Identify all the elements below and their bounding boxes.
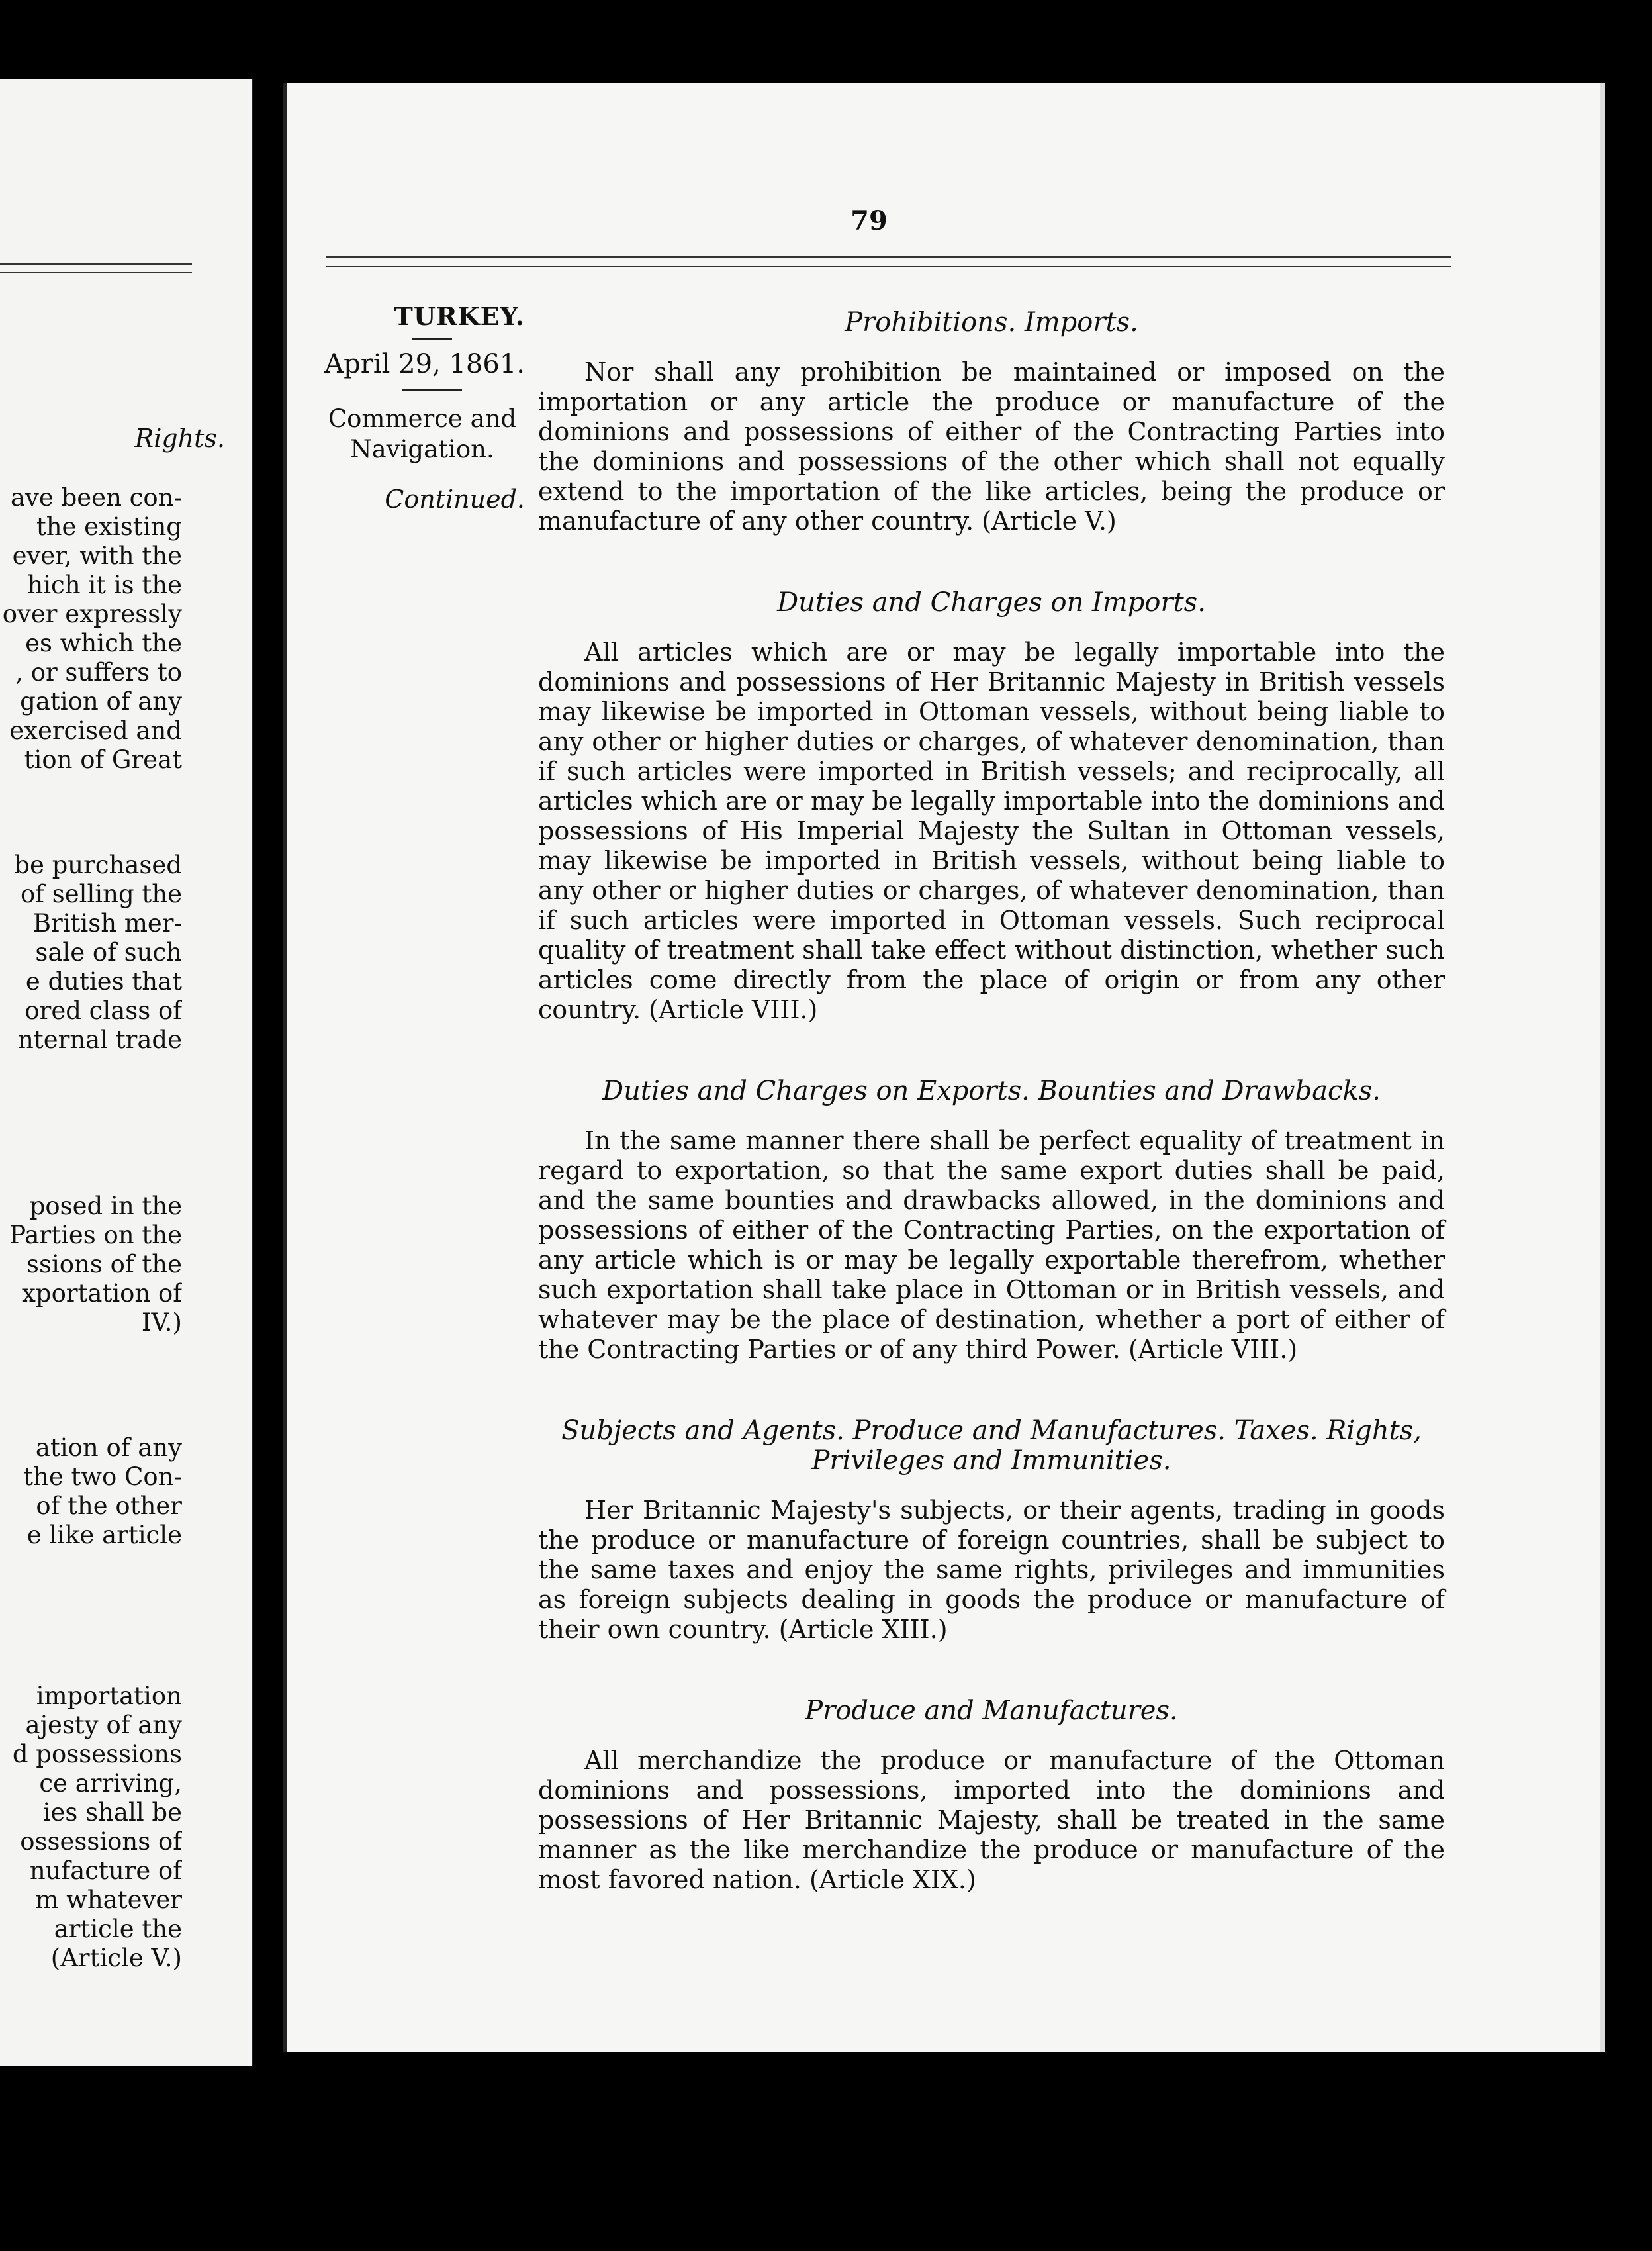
header-rule — [326, 256, 1451, 267]
section — [538, 588, 1445, 1025]
left-line: of the other — [36, 1492, 182, 1520]
margin-sidebar — [300, 301, 525, 514]
left-line: gation of any — [20, 687, 182, 716]
left-text-block — [0, 851, 182, 1055]
left-line: article the — [54, 1915, 182, 1943]
left-line: IV.) — [141, 1308, 182, 1337]
left-line: the two Con- — [23, 1462, 182, 1491]
continued-label: Continued. — [385, 485, 525, 514]
left-line: of selling the — [21, 880, 182, 908]
section-paragraph: Nor shall any prohibition be maintained or imposed on the importation or any article the produce or manufacture of the dominions and possessions of either of the Contracting Parties into the dominions and possessions of the other which shall not equally extend to the importation of the like articles, being the produce or manufacture of any other country. (Article V.) — [538, 358, 1445, 536]
left-line: tion of Great — [24, 745, 182, 774]
left-line: ssions of the — [26, 1250, 182, 1278]
country-heading: TURKEY. — [394, 301, 525, 331]
left-line: be purchased — [14, 851, 182, 879]
section — [538, 1077, 1445, 1365]
left-text-block — [0, 483, 182, 775]
page-number: 79 — [850, 205, 888, 236]
section-heading: Subjects and Agents. Produce and Manufactures. Taxes. Rights, Privileges and Immunities. — [561, 1415, 1422, 1476]
left-line: importation — [36, 1682, 182, 1710]
left-line: ation of any — [35, 1433, 182, 1462]
left-line: hich it is the — [27, 571, 182, 599]
section-heading: Duties and Charges on Exports. Bounties and Drawbacks. — [602, 1076, 1381, 1106]
treaty-date: April 29, 1861. — [324, 349, 525, 379]
left-line: d possessions — [12, 1740, 182, 1768]
document-page — [283, 83, 1605, 2052]
left-line: ies shall be — [42, 1798, 182, 1827]
left-line: ored class of — [24, 996, 182, 1025]
section-paragraph: Her Britannic Majesty's subjects, or their agents, trading in goods the produce or manufacture of foreign countries, shall be subject to the same taxes and enjoy the same rights, privileges and immunities as foreign subjects dealing in goods the produce or manufacture of their own country. (Article XIII.) — [538, 1496, 1445, 1644]
left-line: e duties that — [25, 967, 182, 996]
left-page-heading: Rights. — [134, 424, 225, 453]
left-line: sale of such — [35, 938, 182, 967]
section — [538, 1416, 1445, 1645]
section-heading: Prohibitions. Imports. — [845, 307, 1138, 338]
left-line: ce arriving, — [39, 1769, 182, 1797]
left-line: e like article — [26, 1521, 182, 1549]
left-line: the existing — [36, 512, 182, 541]
left-line: ossessions of — [20, 1827, 182, 1856]
divider — [412, 338, 452, 340]
section — [538, 1696, 1445, 1895]
left-line: ajesty of any — [25, 1711, 182, 1739]
left-line: nufacture of — [29, 1856, 182, 1885]
section-heading: Duties and Charges on Imports. — [777, 587, 1206, 618]
section — [538, 308, 1445, 536]
main-text — [538, 308, 1445, 1946]
left-text-block — [0, 1433, 182, 1550]
section-heading: Produce and Manufactures. — [805, 1696, 1178, 1726]
left-text-block — [0, 1682, 182, 1973]
section-paragraph: In the same manner there shall be perfect equality of treatment in regard to exportation, so that the same export duties shall be paid, and the same bounties and drawbacks allowed, in the dominions and possessions of either of the Contracting Parties, on the exportation of any article which is or may be legally exportable therefrom, whether such exportation shall take place in Ottoman or in British vessels, and whatever may be the place of destination, whether a port of either of the Contracting Parties or of any third Power. (Article VIII.) — [538, 1126, 1445, 1364]
left-line: es which the — [25, 629, 182, 657]
divider — [402, 389, 462, 391]
left-line: ave been con- — [10, 483, 182, 512]
left-facing-page — [0, 79, 253, 2066]
left-line: m whatever — [35, 1886, 182, 1914]
section-paragraph: All articles which are or may be legally importable into the dominions and possessions of Her Britannic Majesty in British vessels may likewise be imported in Ottoman vessels, without being liable to any other or higher duties or charges, of whatever denomination, than if such articles were imported in British vessels; and reciprocally, all articles which are or may be legally importable into the dominions and possessions of His Imperial Majesty the Sultan in Ottoman vessels, may likewise be imported in British vessels, without being liable to any other or higher duties or charges, of whatever denomination, than if such articles were imported in Ottoman vessels. Such reciprocal quality of treatment shall take effect without distinction, whether such articles come directly from the place of origin or from any other country. (Article VIII.) — [538, 638, 1445, 1024]
left-header-rule — [0, 263, 192, 273]
left-line: , or suffers to — [15, 658, 182, 687]
left-line: over expressly — [2, 600, 182, 628]
treaty-subject: Commerce and Navigation. — [328, 405, 517, 463]
left-text-block — [0, 1192, 182, 1337]
section-paragraph: All merchandize the produce or manufacture of the Ottoman dominions and possessions, imported into the dominions and possessions of Her Britannic Majesty, shall be treated in the same manner as the like merchandize the produce or manufacture of the most favored nation. (Article XIX.) — [538, 1746, 1445, 1894]
left-line: Parties on the — [9, 1221, 182, 1249]
left-line: xportation of — [22, 1279, 182, 1308]
left-line: exercised and — [9, 716, 182, 745]
left-line: British mer- — [32, 909, 182, 937]
left-line: (Article V.) — [50, 1944, 182, 1972]
left-line: ever, with the — [12, 542, 182, 570]
left-line: nternal trade — [18, 1026, 182, 1054]
left-line: posed in the — [29, 1192, 182, 1220]
